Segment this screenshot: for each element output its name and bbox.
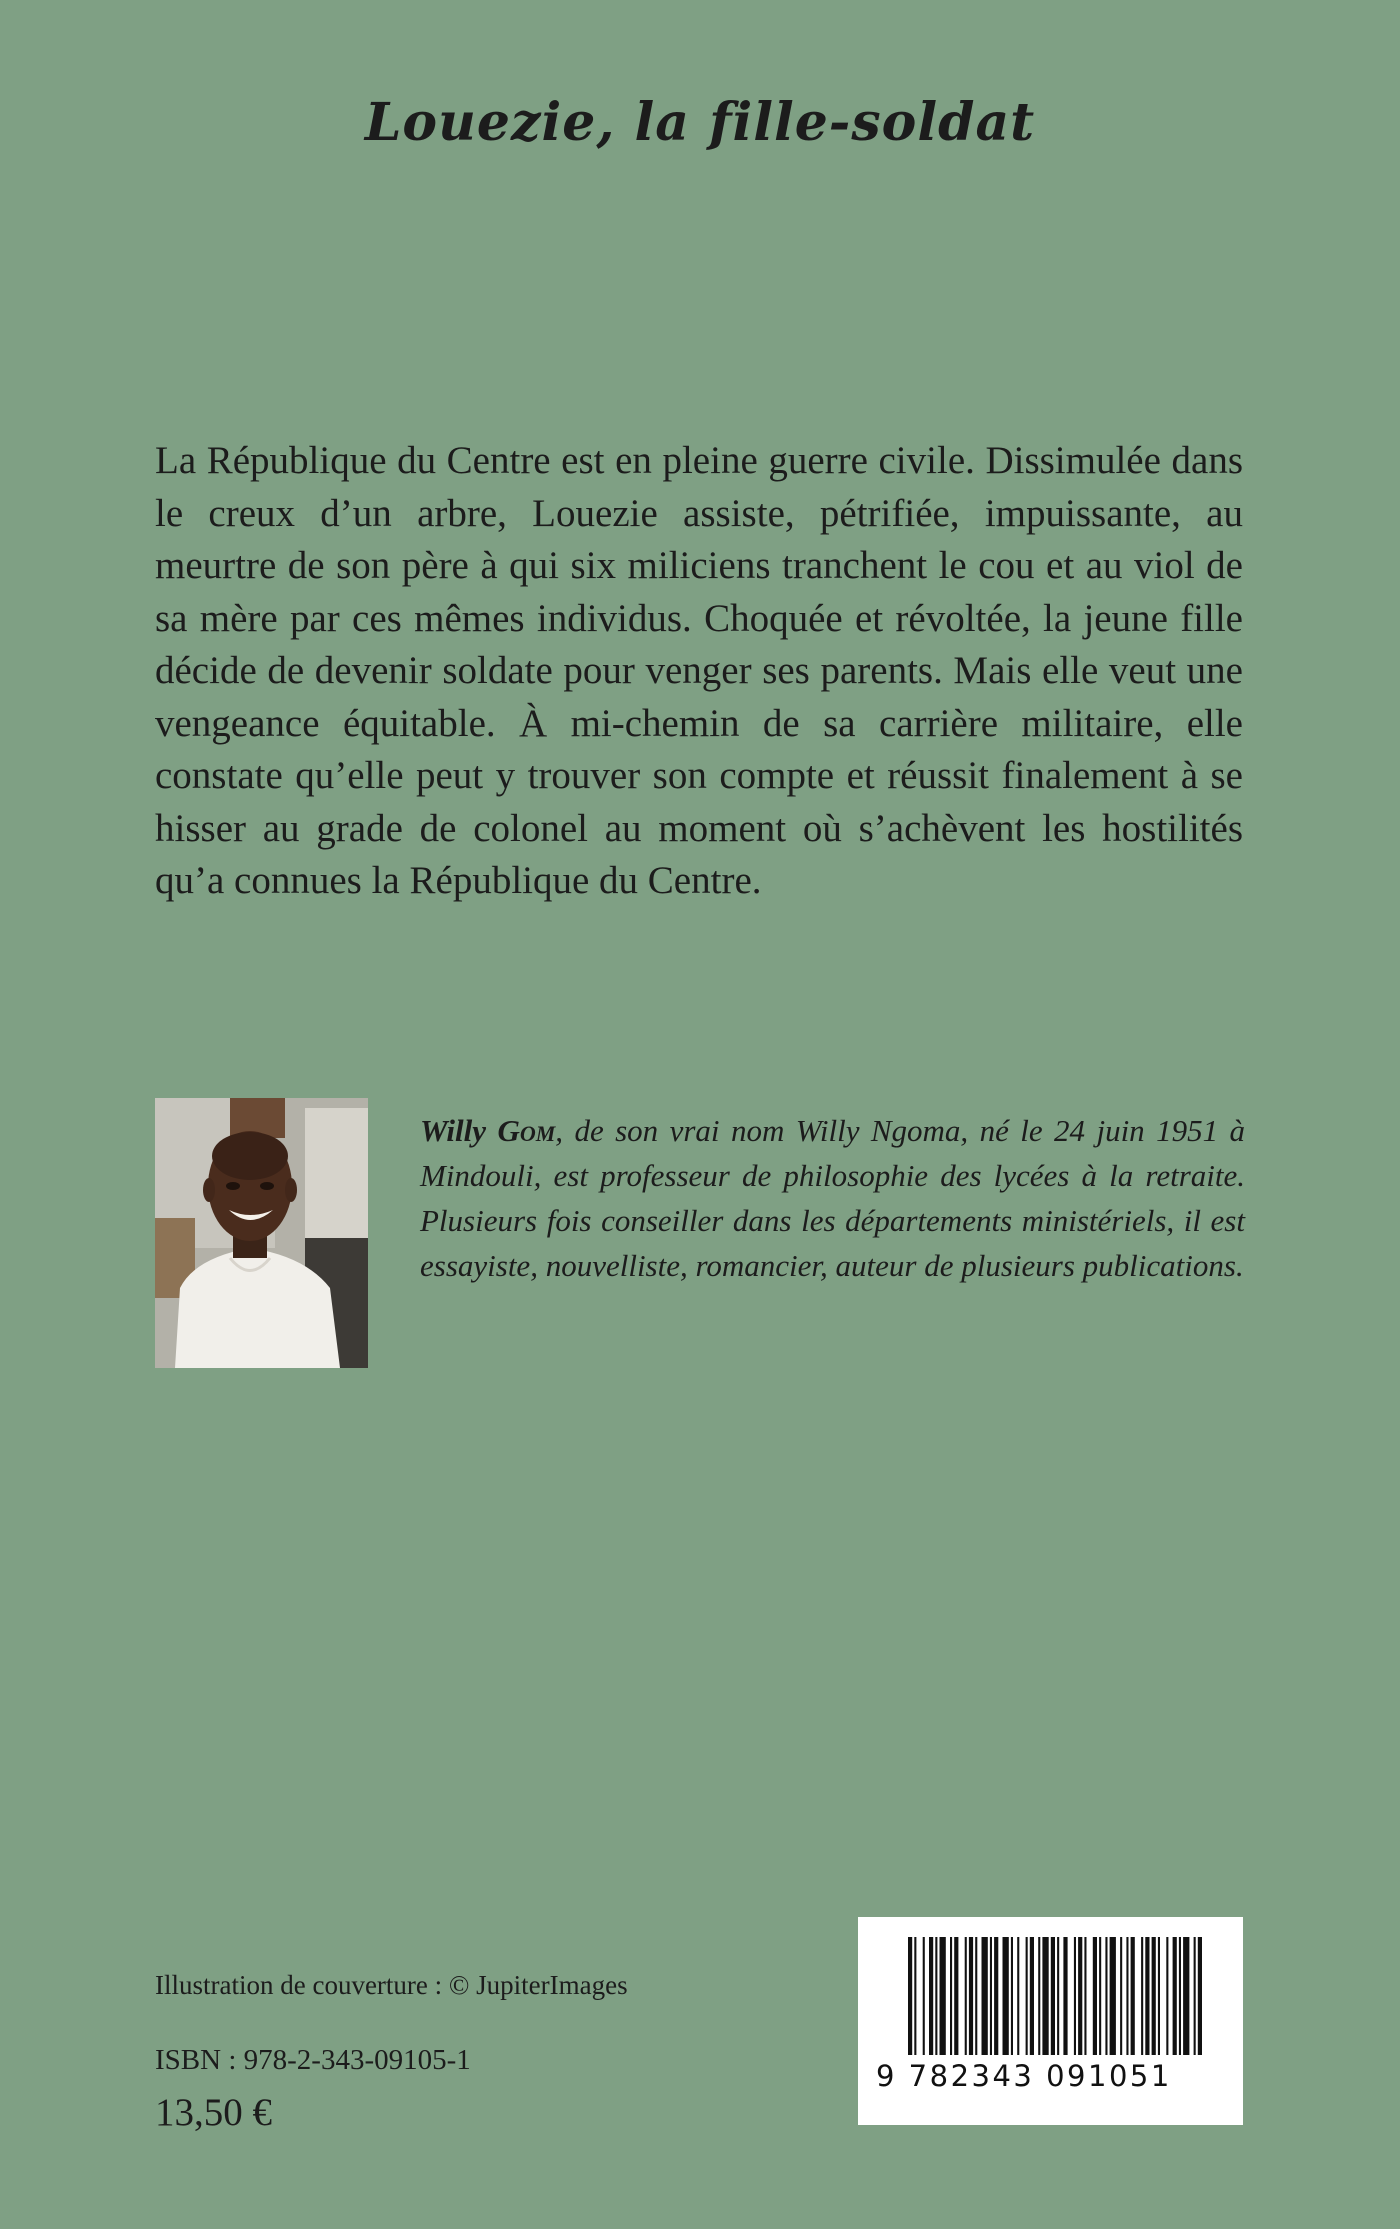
barcode-bar [994, 1937, 998, 2055]
barcode-bar [1145, 1937, 1149, 2055]
barcode [858, 1917, 1243, 2125]
barcode-bar [975, 1937, 977, 2055]
barcode-bar [929, 1937, 933, 2055]
barcode-bar [940, 1937, 946, 2055]
book-title: Louezie, la fille-soldat [364, 92, 1036, 153]
barcode-bar [1003, 1937, 1009, 2055]
barcode-digits: 9 782343 091051 [876, 2059, 1172, 2093]
barcode-bar [1057, 1937, 1059, 2055]
author-photo [155, 1098, 368, 1368]
barcode-bar [1120, 1937, 1122, 2055]
barcode-bar [969, 1937, 973, 2055]
barcode-bar [1074, 1937, 1076, 2055]
barcode-bar [1198, 1937, 1202, 2055]
isbn: ISBN : 978-2-343-09105-1 [155, 2044, 471, 2076]
barcode-bar [1183, 1937, 1189, 2055]
barcode-bar [1126, 1937, 1128, 2055]
barcode-bar [1042, 1937, 1048, 2055]
barcode-bar [1173, 1937, 1177, 2055]
synopsis-text: La République du Centre est en pleine guerre civile. Dissimulée dans le creux d’un arbre, Louezie assiste, pétrifiée, impuissante, au meurtre de son père à qui six miliciens tranchent le cou et au viol de sa mère par ces mêmes individus. Choquée et révoltée, la jeune fille décide de devenir soldate pour venger ses parents. Mais elle veut une vengeance équitable. À mi-chemin de sa carrière militaire, elle constate qu’elle peut y trouver son compte et réussit finalement à se hisser au grade de colonel au moment où s’achèvent les hostilités qu’a connues la République du Centre. [155, 439, 1243, 902]
barcode-bar [1179, 1937, 1181, 2055]
barcode-bar [1078, 1937, 1082, 2055]
author-first-name: Willy [420, 1113, 487, 1148]
barcode-bar [982, 1937, 988, 2055]
barcode-bar [1063, 1937, 1067, 2055]
barcode-bar [1084, 1937, 1086, 2055]
barcode-bar [1038, 1937, 1040, 2055]
barcode-bar [990, 1937, 992, 2055]
barcode-bar [1030, 1937, 1034, 2055]
barcode-bar [1051, 1937, 1055, 2055]
barcode-bar [1017, 1937, 1019, 2055]
price: 13,50 € [155, 2091, 272, 2134]
barcode-bar [1093, 1937, 1097, 2055]
barcode-bar [935, 1937, 937, 2055]
author-bio [420, 1108, 1245, 1288]
barcode-bar [1141, 1937, 1143, 2055]
author-last-name: Gom [497, 1113, 556, 1148]
barcode-bars [858, 1917, 1243, 2125]
barcode-bar [1152, 1937, 1156, 2055]
barcode-bar [1158, 1937, 1160, 2055]
barcode-bar [1194, 1937, 1196, 2055]
barcode-bar [1131, 1937, 1135, 2055]
barcode-bar [954, 1937, 958, 2055]
barcode-bar [965, 1937, 967, 2055]
barcode-bar [1026, 1937, 1028, 2055]
barcode-bar [914, 1937, 916, 2055]
barcode-bar [950, 1937, 952, 2055]
barcode-bar [1011, 1937, 1013, 2055]
barcode-bar [908, 1937, 912, 2055]
author-bio-text: , de son vrai nom Willy Ngoma, né le 24 juin 1951 à Mindouli, est professeur de philosophie des lycées à la retraite. Plusieurs fois conseiller dans les départements ministériels, il est essayiste, nouvelliste, romancier, auteur de plusieurs publications. [420, 1113, 1246, 1283]
barcode-bar [1099, 1937, 1101, 2055]
barcode-bar [923, 1937, 925, 2055]
barcode-bar [1110, 1937, 1116, 2055]
cover-credit: Illustration de couverture : © JupiterImages [155, 1970, 628, 2000]
barcode-bar [1166, 1937, 1168, 2055]
barcode-bar [1105, 1937, 1107, 2055]
